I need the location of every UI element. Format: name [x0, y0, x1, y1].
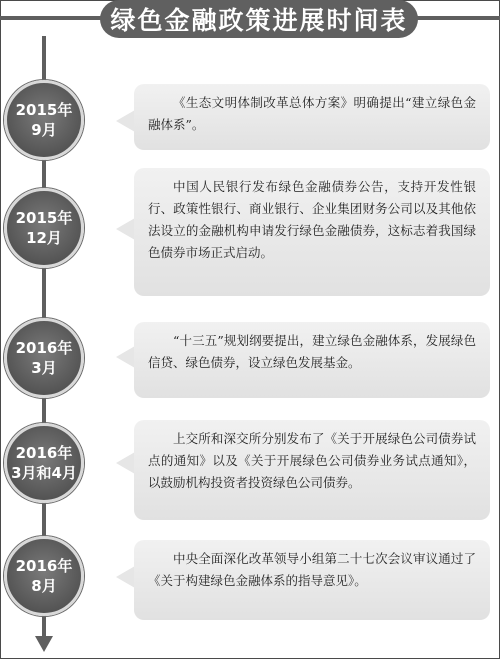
node-month: 3月和4月: [11, 464, 77, 482]
timeline-card-2015-09: 《生态文明体制改革总体方案》明确提出“建立绿色金融体系”。: [134, 84, 490, 150]
timeline-node-2015-09: [4, 80, 84, 160]
callout-pointer: [116, 452, 135, 474]
timeline-node-2016-03-04: [4, 423, 84, 503]
timeline-node-2016-03: [4, 318, 84, 398]
timeline-card-2016-03-04: 上交所和深交所分别发布了《关于开展绿色公司债券试点的通知》以及《关于开展绿色公司债券业务试点通知》，以鼓励机构投资者投资绿色公司债券。: [134, 420, 490, 520]
node-month: 3月: [31, 359, 57, 377]
timeline-arrow-icon: [35, 636, 53, 652]
timeline-card-2015-12: 中国人民银行发布绿色金融债券公告，支持开发性银行、政策性银行、商业银行、企业集团财务公司以及其他依法设立的金融机构申请发行绿色金融债券，这标志着我国绿色债券市场正式启动。: [134, 168, 490, 296]
page-title: 绿色金融政策进展时间表: [100, 0, 418, 38]
node-month: 12月: [26, 229, 62, 247]
node-year: 2015年: [15, 100, 73, 119]
timeline-card-2016-08: 中央全面深化改革领导小组第二十七次会议审议通过了《关于构建绿色金融体系的指导意见》。: [134, 540, 490, 620]
timeline-node-2016-08: [4, 536, 84, 616]
node-year: 2016年: [15, 556, 73, 575]
callout-pointer: [116, 110, 135, 132]
timeline-card-2016-03: “十三五”规划纲要提出，建立绿色金融体系，发展绿色信贷、绿色债券，设立绿色发展基金。: [134, 322, 490, 398]
node-month: 9月: [31, 121, 57, 139]
callout-pointer: [116, 218, 135, 240]
node-month: 8月: [31, 577, 57, 595]
callout-pointer: [116, 346, 135, 368]
callout-pointer: [116, 566, 135, 588]
node-year: 2016年: [15, 443, 73, 462]
timeline-node-2015-12: [4, 188, 84, 268]
node-year: 2015年: [15, 208, 73, 227]
node-year: 2016年: [15, 338, 73, 357]
